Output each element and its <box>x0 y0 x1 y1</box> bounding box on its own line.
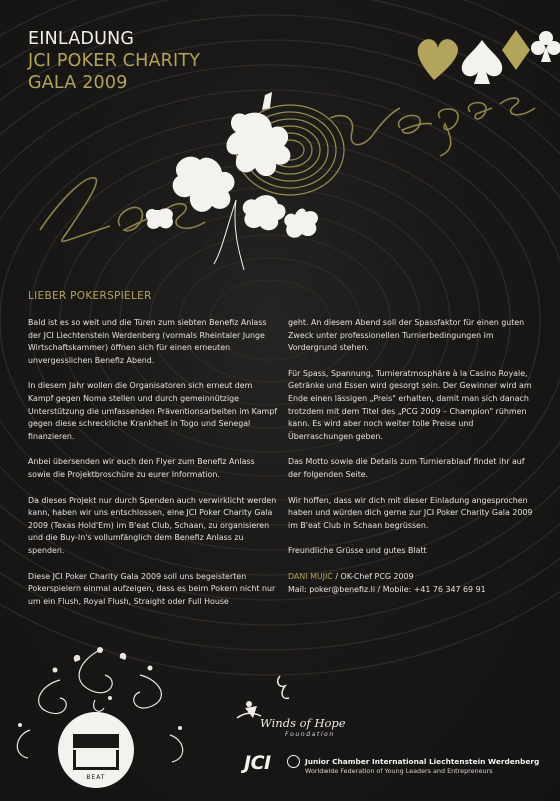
jci-organization-name: Junior Chamber International Liechtenstein Werdenberg <box>305 757 540 766</box>
card-suits <box>412 8 560 88</box>
heart-icon <box>418 39 458 80</box>
section-title: LIEBER POKERSPIELER <box>28 290 152 302</box>
signature-name: DANI MUJIĆ <box>288 571 333 581</box>
paragraph: In diesem Jahr wollen die Organisatoren sich erneut dem Kampf gegen Noma stellen und durch gemeinnützige Unterstützung die umfassenden Präventionsarbeiten im Kampf gegen diese schreckliche Krankheit in Togo und Senegal finanzieren. <box>28 381 278 441</box>
paragraph: Das Motto sowie die Details zum Turnierablauf findet ihr auf der folgenden Seite. <box>288 457 525 479</box>
spade-icon <box>462 40 502 84</box>
right-column <box>288 317 540 596</box>
diamond-icon <box>502 30 530 70</box>
title-line-2: JCI POKER CHARITY <box>28 51 201 71</box>
paragraph: Für Spass, Spannung, Turnieratmosphäre à la Casino Royale, Getränke und Essen wird gesorgt sein. Der Gewinner wird am Ende einen lässigen „Preis" erhalten, damit man sich danach trotzdem mit dem Titel des „PCG 2009 – Champion" rühmen kann. Es wird aber noch weiter tolle Preise und Überraschungen geben. <box>288 368 532 441</box>
paragraph: Wir hoffen, dass wir dich mit dieser Einladung angesprochen haben und würden dich gerne zur JCI Poker Charity Gala 2009 im B'eat Club in Schaan begrüssen. <box>288 495 533 530</box>
title-line-3: GALA 2009 <box>28 73 128 93</box>
beat-club-logo <box>58 712 134 788</box>
paragraph: Bald ist es so weit und die Türen zum siebten Benefiz Anlass der JCI Liechtenstein Werdenberg (vormals Rheintaler Junge Wirtschaftskammer) öffnen sich für einen erneuten unvergesslichen Benefiz Abend. <box>28 318 267 365</box>
paragraph: Da dieses Projekt nur durch Spenden auch verwirklicht werden kann, haben wir uns entschlossen, eine JCI Poker Charity Gala 2009 (Texas Hold'Em) im B'eat Club, Schaan, zu organisieren und die Buy-In's vollumfänglich dem Benefiz Anlass zu spenden. <box>28 495 277 555</box>
jci-tagline: Worldwide Federation of Young Leaders and Entrepreneurs <box>305 767 493 775</box>
club-icon <box>531 31 560 62</box>
signature <box>288 571 540 584</box>
contact-line[interactable]: Mail: poker@benefiz.li / Mobile: +41 76 347 69 91 <box>288 584 486 594</box>
paragraph: Anbei übersenden wir euch den Flyer zum Benefiz Anlass sowie die Projektbroschüre zu eurer Information. <box>28 457 255 479</box>
winds-of-hope-icon <box>235 672 295 722</box>
paragraph: Diese JCI Poker Charity Gala 2009 soll uns begeisterten Pokerspielern einmal aufzeigen, dass es beim Pokern nicht nur um ein Flush, Royal Flush, Straight oder Full House <box>28 571 276 606</box>
jci-logo: JCI <box>244 752 271 774</box>
winds-of-hope-sub: Foundation <box>285 731 335 738</box>
signature-role: / OK-Chef PCG 2009 <box>332 571 414 581</box>
beat-club-label: BEAT <box>86 774 106 781</box>
title-line-1: EINLADUNG <box>28 29 135 49</box>
left-column <box>28 317 278 621</box>
paragraph: geht. An diesem Abend soll der Spassfaktor für einen guten Zweck unter professionellen Turnierbedingungen im Vordergrund stehen. <box>288 318 525 353</box>
paragraph: Freundliche Grüsse und gutes Blatt <box>288 546 427 556</box>
globe-icon <box>287 755 300 768</box>
winds-of-hope-name: Winds of Hope <box>260 716 346 730</box>
